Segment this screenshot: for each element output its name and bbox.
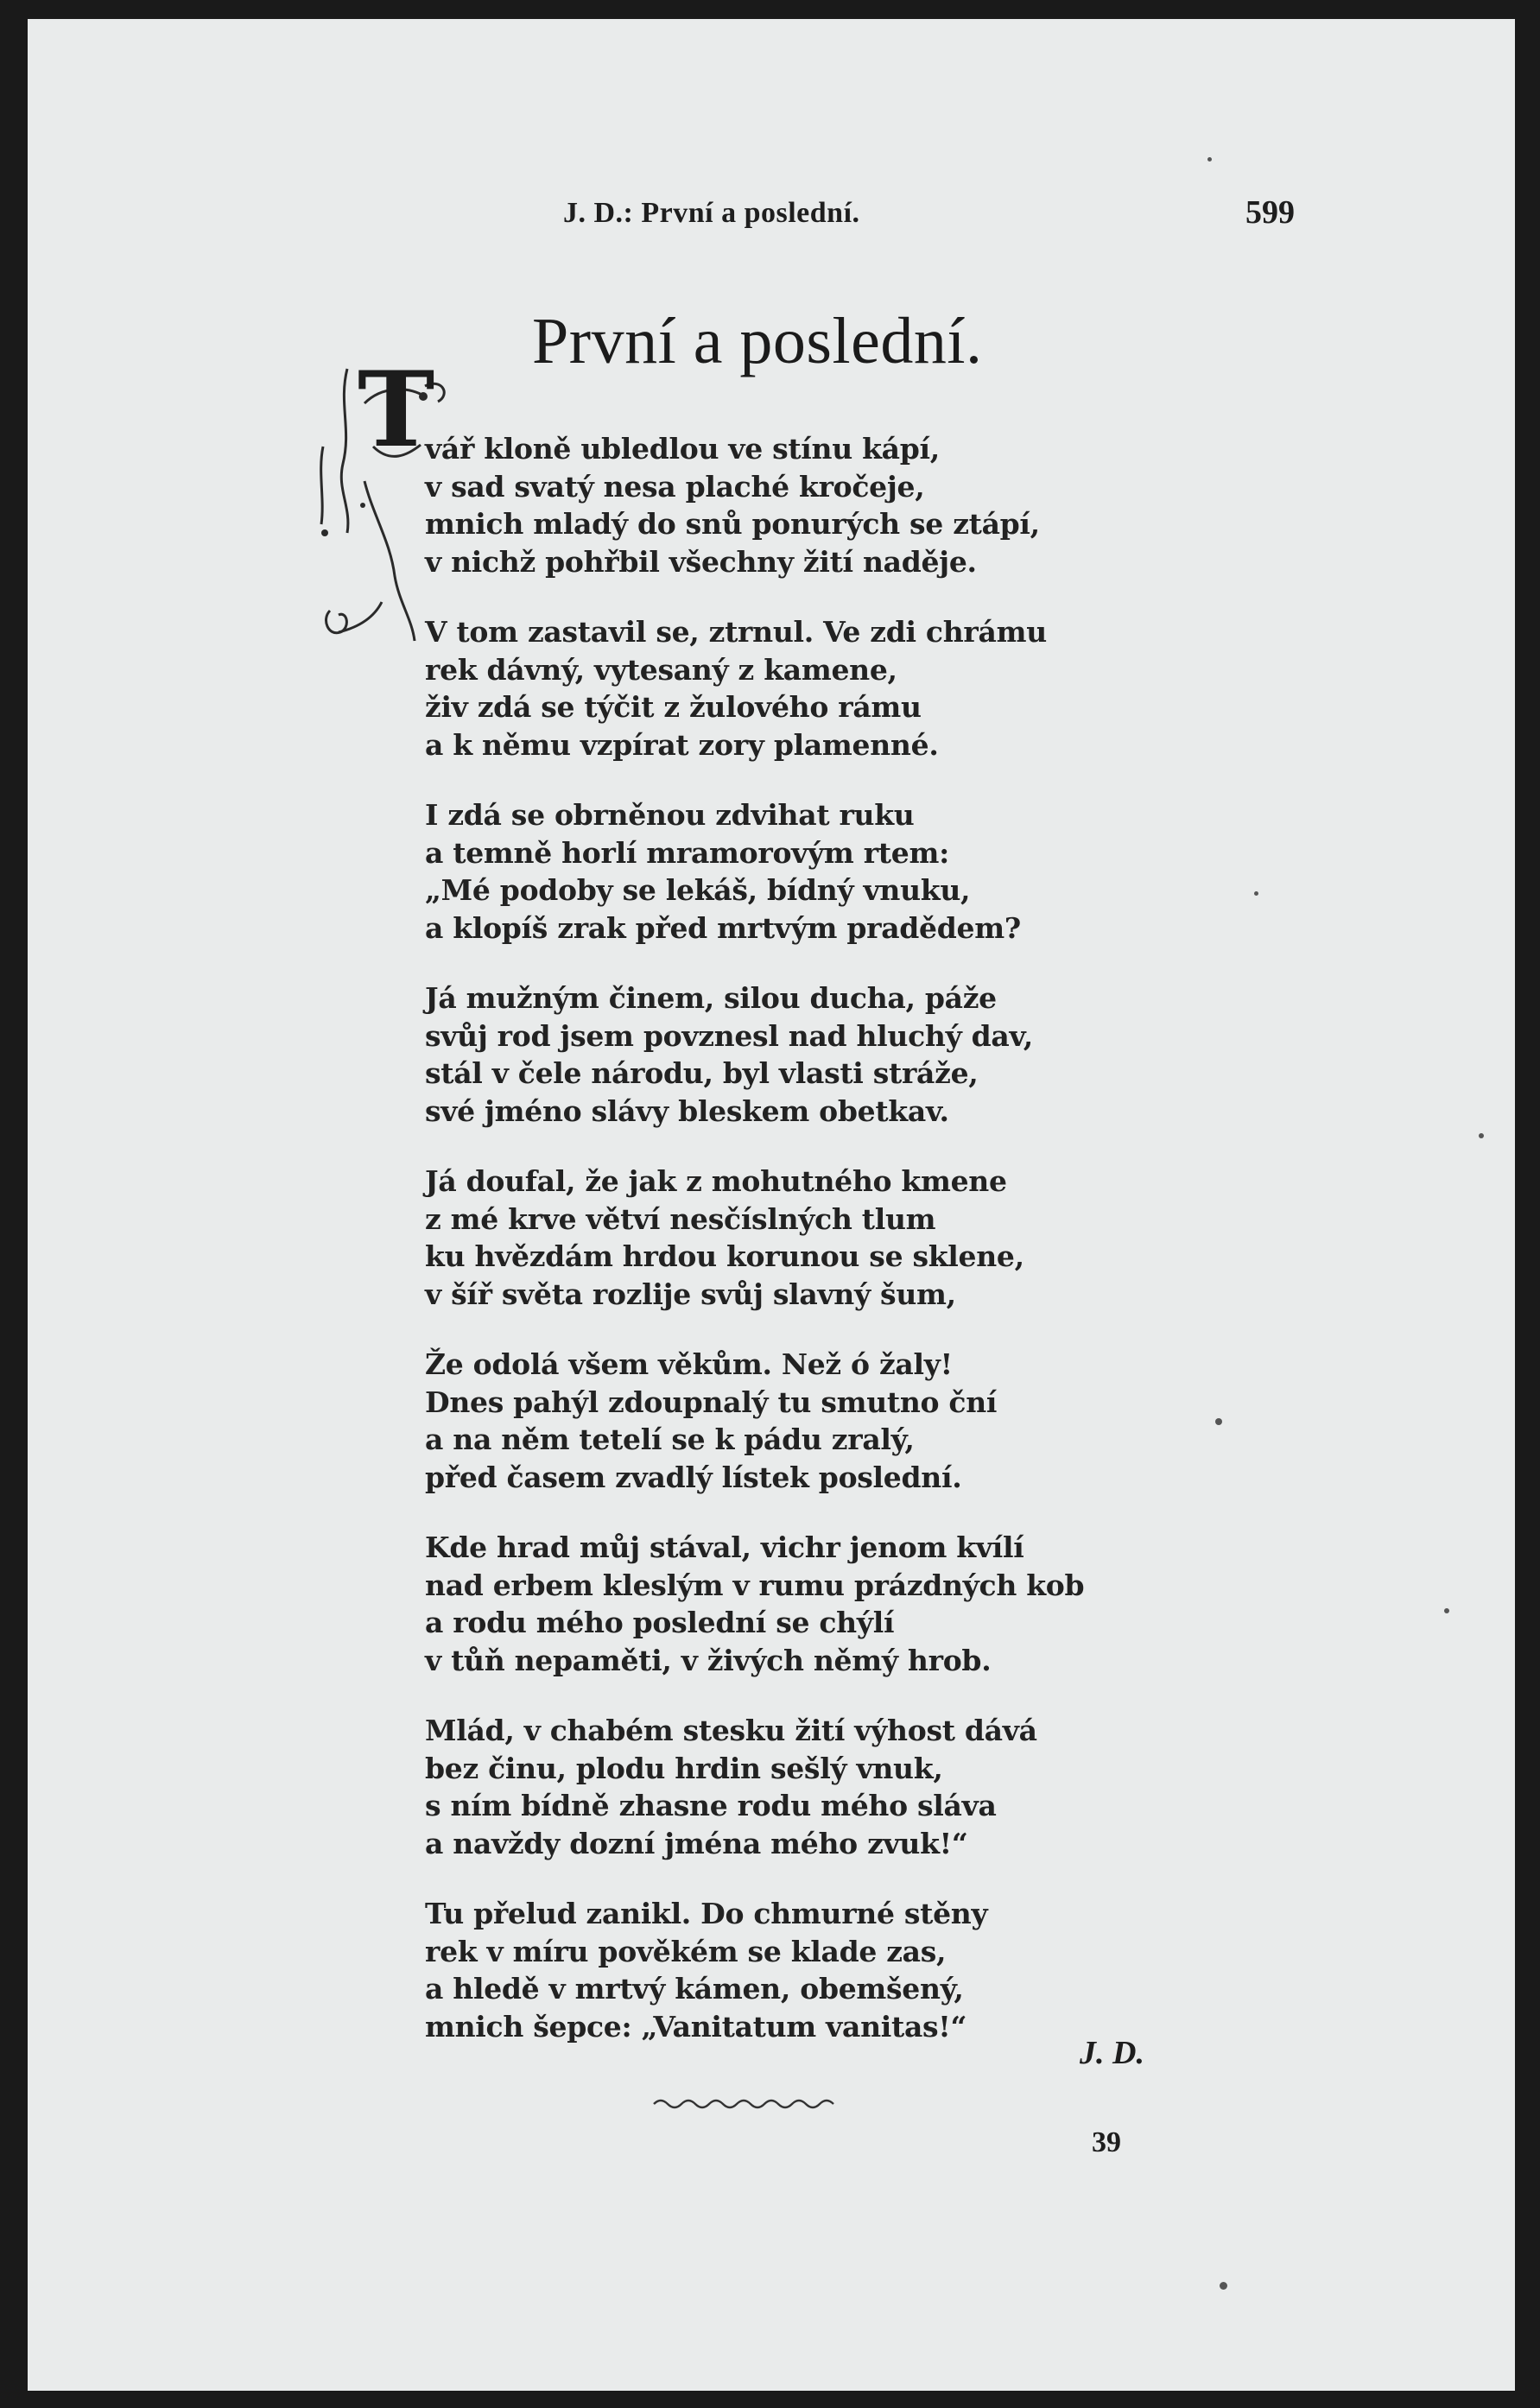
poem-line: mnich šepce: „Vanitatum vanitas!“ (425, 2009, 967, 2044)
poem-stanza (425, 1163, 1084, 1313)
poem-stanza (425, 430, 1084, 580)
book-page (28, 19, 1515, 2391)
paper-speck (1444, 1608, 1449, 1613)
poem-stanza (425, 1346, 1084, 1496)
drop-cap-letter: T (358, 349, 435, 471)
poem-line: a hledě v mrtvý kámen, obemšený, (425, 1972, 964, 2006)
author-signature: J. D. (1080, 2035, 1144, 2071)
poem-line: V tom zastavil se, ztrnul. Ve zdi chrámu (425, 615, 1047, 649)
poem-line: Já mužným činem, silou ducha, páže (425, 981, 997, 1015)
poem-line: Že odolá všem věkům. Než ó žaly! (425, 1347, 953, 1381)
poem-line: v nichž pohřbil všechny žití naděje. (425, 544, 977, 579)
poem-line: a navždy dozní jména mého zvuk!“ (425, 1826, 968, 1860)
poem-stanza (425, 1529, 1084, 1679)
poem-line: a k němu vzpírat zory plamenné. (425, 727, 939, 762)
poem-line: rek dávný, vytesaný z kamene, (425, 652, 897, 687)
poem-line: a klopíš zrak před mrtvým pradědem? (425, 910, 1021, 945)
poem-stanza (425, 613, 1084, 764)
poem-line: rek v míru pověkém se klade zas, (425, 1934, 947, 1968)
poem-line: Tu přelud zanikl. Do chmurné stěny (425, 1897, 988, 1930)
page-header (28, 173, 1515, 231)
poem-line: Dnes pahýl zdoupnalý tu smutno ční (425, 1385, 998, 1419)
wavy-divider-icon (650, 2090, 840, 2116)
poem-line: nad erbem kleslým v rumu prázdných kob (425, 1568, 1085, 1602)
poem-line: v šíř světa rozlije svůj slavný šum, (425, 1277, 956, 1311)
poem-line: své jméno slávy bleskem obetkav. (425, 1093, 949, 1128)
poem-line: živ zdá se týčit z žulového rámu (425, 690, 922, 724)
poem-stanza (425, 1712, 1084, 1862)
poem-line: a temně horlí mramorovým rtem: (425, 835, 949, 870)
poem-line: ku hvězdám hrdou korunou se sklene, (425, 1239, 1024, 1273)
poem-line: s ním bídně zhasne rodu mého sláva (425, 1789, 997, 1822)
poem-line: stál v čele národu, byl vlasti stráže, (425, 1056, 979, 1090)
paper-speck (1215, 1418, 1222, 1425)
poem-line: a na něm tetelí se k pádu zralý, (425, 1423, 915, 1456)
poem-stanza (425, 796, 1084, 947)
poem-line: I zdá se obrněnou zdvihat ruku (425, 798, 915, 832)
poem-line: Kde hrad můj stával, vichr jenom kvílí (425, 1530, 1024, 1564)
paper-speck (1479, 1133, 1484, 1138)
poem-line: bez činu, plodu hrdin sešlý vnuk, (425, 1751, 943, 1785)
poem-line: z mé krve větví nesčíslných tlum (425, 1201, 936, 1236)
poem-line: vář kloně ubledlou ve stínu kápí, (425, 432, 940, 466)
poem-line: „Mé podoby se lekáš, bídný vnuku, (425, 873, 971, 907)
printer-signature-mark: 39 (1092, 2126, 1121, 2158)
poem-line: mnich mladý do snů ponurých se ztápí, (425, 507, 1040, 541)
paper-speck (1254, 891, 1258, 896)
paper-speck (1207, 157, 1212, 162)
poem-line: svůj rod jsem povznesl nad hluchý dav, (425, 1018, 1033, 1053)
poem-stanza (425, 979, 1084, 1130)
poem-line: a rodu mého poslední se chýlí (425, 1606, 895, 1639)
running-head: J. D.: První a poslední. (563, 197, 860, 229)
poem-line: Já doufal, že jak z mohutného kmene (425, 1164, 1007, 1198)
poem-line: Mlád, v chabém stesku žití výhost dává (425, 1714, 1037, 1747)
poem-body (425, 430, 1084, 2078)
paper-speck (1220, 2282, 1227, 2290)
poem-line: před časem zvadlý lístek poslední. (425, 1460, 962, 1494)
poem-title: První a poslední. (532, 305, 983, 377)
poem-stanza (425, 1895, 1084, 2045)
page-number: 599 (1245, 194, 1295, 231)
poem-line: v sad svatý nesa plaché kročeje, (425, 469, 925, 504)
poem-line: v tůň nepaměti, v živých němý hrob. (425, 1643, 992, 1677)
